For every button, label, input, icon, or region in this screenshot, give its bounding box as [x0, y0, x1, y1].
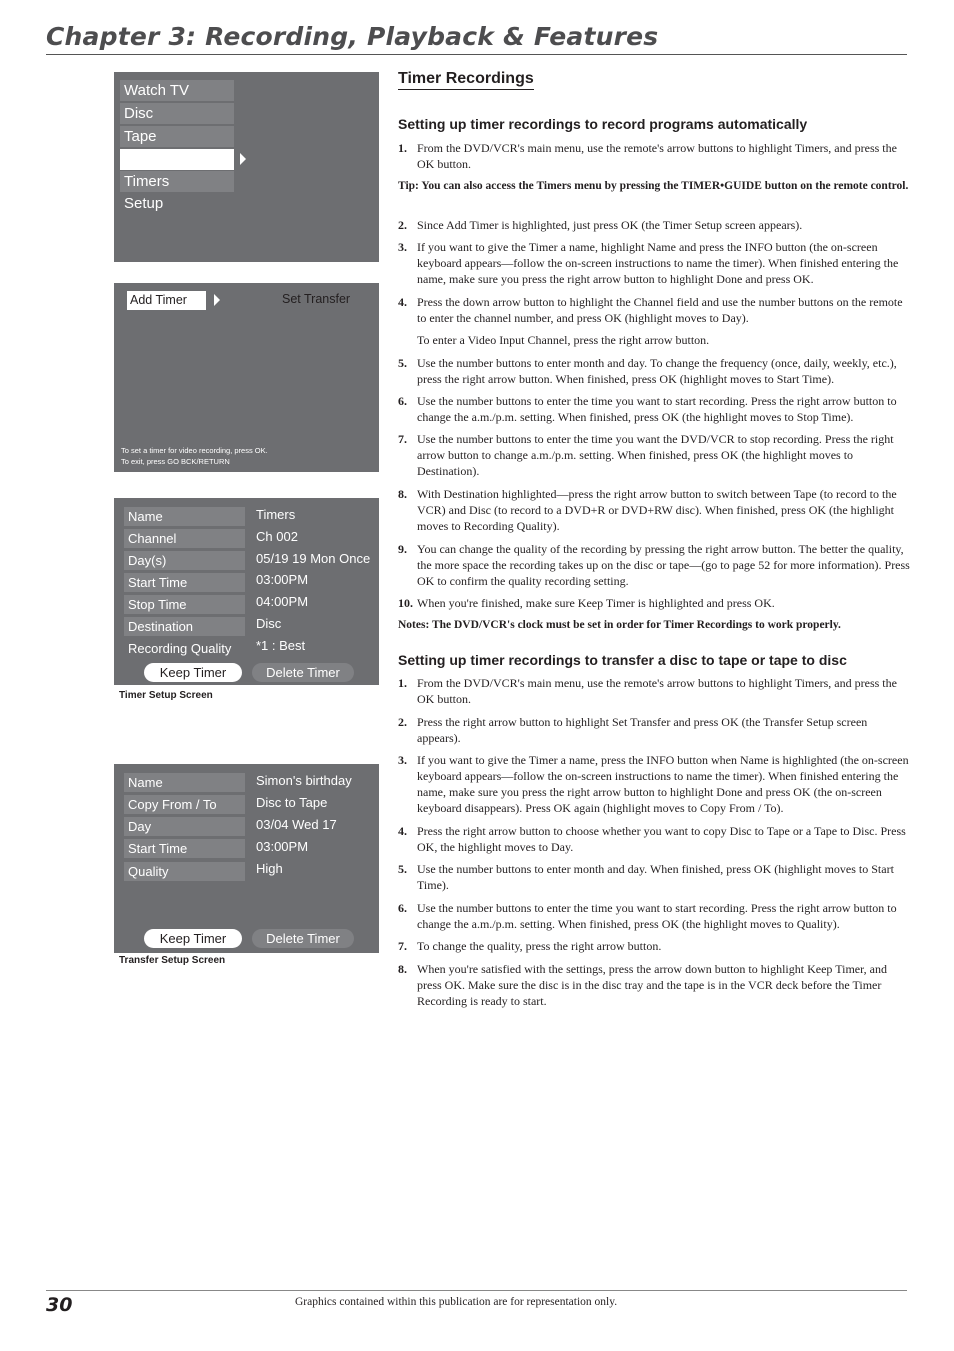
field-value-days: 05/19 19 Mon Once: [256, 551, 371, 566]
step-number: 1.: [398, 676, 407, 690]
step-text: Press the right arrow button to highlight Set Transfer and press OK (the Transfer Setup screen appears).: [417, 715, 868, 745]
step-item: [398, 861, 910, 893]
step-text: Press the down arrow button to highlight the Channel field and use the number buttons on the remote to enter the channel number, and press OK (highlight moves to Day).: [417, 295, 903, 325]
step-item: [398, 823, 910, 855]
step-item: [398, 714, 910, 746]
help-text: [121, 445, 268, 467]
step-item: [398, 541, 910, 589]
step-number: 5.: [398, 862, 407, 876]
footer-note: Graphics contained within this publication are for representation only.: [295, 1296, 618, 1308]
step-number: 5.: [398, 356, 407, 370]
page-number: 30: [46, 1294, 73, 1316]
indent-note: To enter a Video Input Channel, press the right arrow button.: [417, 333, 710, 347]
set-transfer-option[interactable]: Set Transfer: [282, 292, 351, 306]
step-number: 9.: [398, 542, 407, 556]
step-item: [398, 140, 910, 172]
step-text: When you're satisfied with the settings, press the arrow down button to highlight Keep Timer, and press OK. Make sure the disc is in the disc tray and the tape is in the VCR deck before the Timer Recording is ready to start.: [417, 962, 887, 1008]
step-text: You can change the quality of the recording by pressing the right arrow button. The better the quality, the more space the recording takes up on the disc or tape—(go to page 52 for more information). Press OK to confirm the quality recording setting.: [417, 542, 910, 588]
main-menu-screen: [114, 72, 379, 262]
step-number: 7.: [398, 939, 407, 953]
step-number: 3.: [398, 753, 407, 767]
subheading-transfer: Setting up timer recordings to transfer a disc to tape or tape to disc: [398, 652, 847, 668]
field-label-copy-from-to[interactable]: Copy From / To: [124, 795, 245, 814]
keep-timer-button[interactable]: Keep Timer: [144, 929, 242, 948]
step-text: Use the number buttons to enter month and day. When finished, press OK (highlight moves to Start Time).: [417, 862, 894, 892]
step-text: Use the number buttons to enter month and day. To change the frequency (once, daily, weekly, etc.), press the right arrow button. When finished, press OK (highlight moves to Start Time).: [417, 356, 897, 386]
field-label-destination[interactable]: Destination: [124, 617, 245, 636]
chapter-title: Chapter 3: Recording, Playback & Features: [46, 22, 659, 51]
field-value-quality: High: [256, 861, 283, 876]
step-text: Use the number buttons to enter the time you want the DVD/VCR to stop recording. Press the right arrow button to change a.m./p.m. setting. When finished, press OK (the highlight moves to Destination).: [417, 432, 894, 478]
delete-timer-button[interactable]: Delete Timer: [252, 663, 354, 682]
step-number: 2.: [398, 715, 407, 729]
subheading-record: Setting up timer recordings to record programs automatically: [398, 116, 808, 132]
step-text: Use the number buttons to enter the time you want to start recording. Press the right arrow button to change the a.m./p.m. setting. When finished, press OK (the highlight moves to Quality).: [417, 901, 897, 931]
notes: Notes: The DVD/VCR's clock must be set in order for Timer Recordings to work properly.: [398, 619, 841, 631]
delete-timer-button[interactable]: Delete Timer: [252, 929, 354, 948]
step-text: If you want to give the Timer a name, press the INFO button when Name is highlighted (the on-screen keyboard appears—follow the on-screen instructions to name the timer). When finished entering the name, make sure you press the right arrow button to highlight Done and press OK (the on-screen keyboard disappears). Press OK again (highlight moves to Copy From / To).: [417, 753, 909, 815]
field-value-start-time: 03:00PM: [256, 839, 309, 854]
step-item: [398, 675, 910, 707]
field-value-channel: Ch 002: [256, 529, 298, 544]
step-text: Use the number buttons to enter the time you want to start recording. Press the right arrow button to change the a.m./p.m. setting. When finished, press OK (the highlight moves to Stop Time).: [417, 394, 897, 424]
step-number: 4.: [398, 295, 407, 309]
footer-rule: [46, 1290, 907, 1291]
header-rule: [46, 54, 907, 55]
timers-menu-screen: [114, 283, 379, 472]
menu-item-timers[interactable]: Timers: [120, 171, 234, 192]
step-item: [398, 486, 910, 534]
field-label-name[interactable]: Name: [124, 507, 245, 526]
arrow-right-icon: [214, 294, 220, 306]
step-number: 1.: [398, 141, 407, 155]
section-title: Timer Recordings: [398, 70, 534, 90]
step-number: 7.: [398, 432, 407, 446]
step-item: [398, 431, 910, 479]
step-number: 4.: [398, 824, 407, 838]
step-text: If you want to give the Timer a name, highlight Name and press the INFO button (the on-screen keyboard appears—follow the on-screen instructions to name the timer). When finished entering the name, make sure you press the right arrow button to highlight Done and press OK.: [417, 240, 899, 286]
field-value-copy-from-to: Disc to Tape: [256, 795, 328, 810]
step-item: [398, 938, 910, 954]
field-value-destination: Disc: [256, 616, 282, 631]
step-number: 6.: [398, 394, 407, 408]
field-label-stop-time[interactable]: Stop Time: [124, 595, 245, 614]
field-value-name: Simon's birthday: [256, 773, 352, 788]
help-line: To exit, press GO BCK/RETURN: [121, 457, 230, 466]
field-value-recording-quality: *1 : Best: [256, 638, 306, 653]
step-item: [398, 961, 910, 1009]
field-value-start-time: 03:00PM: [256, 572, 309, 587]
step-text: When you're finished, make sure Keep Timer is highlighted and press OK.: [417, 596, 775, 610]
field-value-day: 03/04 Wed 17: [256, 817, 337, 832]
menu-item-highlight[interactable]: [120, 149, 234, 170]
step-number: 2.: [398, 218, 407, 232]
step-item: [398, 393, 910, 425]
field-label-days[interactable]: Day(s): [124, 551, 245, 570]
step-item: [398, 294, 910, 326]
field-label-channel[interactable]: Channel: [124, 529, 245, 548]
step-item: [398, 752, 910, 816]
step-number: 8.: [398, 962, 407, 976]
field-label-recording-quality[interactable]: Recording Quality: [128, 641, 232, 656]
field-label-day[interactable]: Day: [124, 817, 245, 836]
step-item: [398, 239, 910, 287]
field-label-start-time[interactable]: Start Time: [124, 573, 245, 592]
tip-note: Tip: You can also access the Timers menu by pressing the TIMER•GUIDE button on the remote control.: [398, 180, 909, 192]
step-item: [398, 595, 910, 611]
step-item: [398, 217, 910, 233]
step-item: [398, 332, 910, 348]
figure-caption: Timer Setup Screen: [119, 690, 213, 701]
keep-timer-button[interactable]: Keep Timer: [144, 663, 242, 682]
step-item: [398, 355, 910, 387]
step-number: 6.: [398, 901, 407, 915]
help-line: To set a timer for video recording, press OK.: [121, 446, 268, 455]
menu-item-disc[interactable]: Disc: [120, 103, 234, 124]
menu-item-tape[interactable]: Tape: [120, 126, 234, 147]
step-number: 3.: [398, 240, 407, 254]
timer-setup-screen: [114, 498, 379, 685]
figure-caption: Transfer Setup Screen: [119, 955, 226, 966]
step-number: 10.: [398, 596, 413, 610]
step-number: 8.: [398, 487, 407, 501]
field-label-name[interactable]: Name: [124, 773, 245, 792]
field-label-start-time[interactable]: Start Time: [124, 839, 245, 858]
step-text: Press the right arrow button to choose whether you want to copy Disc to Tape or a Tape to Disc. Press OK, the highlight moves to Day.: [417, 824, 906, 854]
step-text: Since Add Timer is highlighted, just press OK (the Timer Setup screen appears).: [417, 218, 803, 232]
add-timer-option[interactable]: Add Timer: [127, 291, 206, 310]
menu-item-watch-tv[interactable]: Watch TV: [120, 80, 234, 101]
field-value-stop-time: 04:00PM: [256, 594, 309, 609]
step-text: From the DVD/VCR's main menu, use the remote's arrow buttons to highlight Timers, and press the OK button.: [417, 141, 897, 171]
step-text: To change the quality, press the right arrow button.: [417, 939, 662, 953]
step-text: From the DVD/VCR's main menu, use the remote's arrow buttons to highlight Timers, and press the OK button.: [417, 676, 897, 706]
transfer-setup-screen: [114, 764, 379, 953]
field-label-quality[interactable]: Quality: [124, 862, 245, 881]
step-text: With Destination highlighted—press the right arrow button to switch between Tape (to record to the VCR) and Disc (to record to a DVD+R or DVD+RW disc). When finished, press OK (the highlight moves to Recording Quality).: [417, 487, 897, 533]
arrow-right-icon: [240, 153, 246, 165]
field-value-name: Timers: [256, 507, 296, 522]
step-item: [398, 900, 910, 932]
menu-item-setup[interactable]: Setup: [124, 195, 164, 212]
